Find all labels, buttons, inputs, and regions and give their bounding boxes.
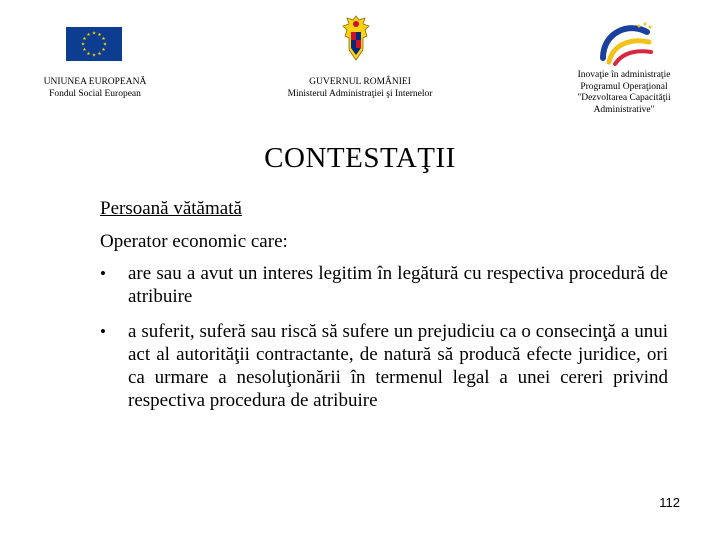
slide-title: CONTESTAŢII bbox=[264, 142, 456, 174]
bullet-icon: • bbox=[100, 264, 106, 283]
government-caption-line1: GUVERNUL ROMÂNIEI bbox=[309, 77, 411, 87]
romania-coat-of-arms-logo bbox=[341, 14, 371, 64]
program-caption-line4: Administrative" bbox=[593, 104, 655, 115]
bullet-icon: • bbox=[100, 322, 106, 341]
program-operational-logo bbox=[595, 18, 655, 68]
eu-flag-logo bbox=[66, 27, 122, 61]
page-number: 112 bbox=[659, 495, 680, 510]
bullet-text: are sau a avut un interes legitim în legătură cu respectiva procedură de atribuire bbox=[128, 263, 668, 307]
program-caption bbox=[556, 70, 692, 116]
program-caption-line2: Programul Operaţional bbox=[580, 81, 668, 92]
eu-caption bbox=[20, 77, 170, 100]
government-caption bbox=[260, 77, 460, 100]
program-caption-line1: Inovaţie în administraţie bbox=[577, 70, 671, 80]
eu-caption-line1: UNIUNEA EUROPEANĂ bbox=[43, 77, 147, 87]
section-subtitle: Persoană vătămată bbox=[100, 198, 242, 219]
intro-text: Operator economic care: bbox=[100, 231, 288, 252]
eu-caption-line2: Fondul Social European bbox=[49, 88, 141, 99]
government-caption-line2: Ministerul Administraţiei şi Internelor bbox=[287, 88, 433, 99]
bullet-text: a suferit, suferă sau riscă să sufere un prejudiciu ca o consecinţă a unui act al autorităţii contractante, de natură să producă efecte juridice, ori ca urmare a nesoluţionării în termenul legal a unei cereri privind respectiva procedura de atribuire bbox=[128, 321, 668, 411]
program-caption-line3: "Dezvoltarea Capacităţii bbox=[577, 93, 671, 103]
